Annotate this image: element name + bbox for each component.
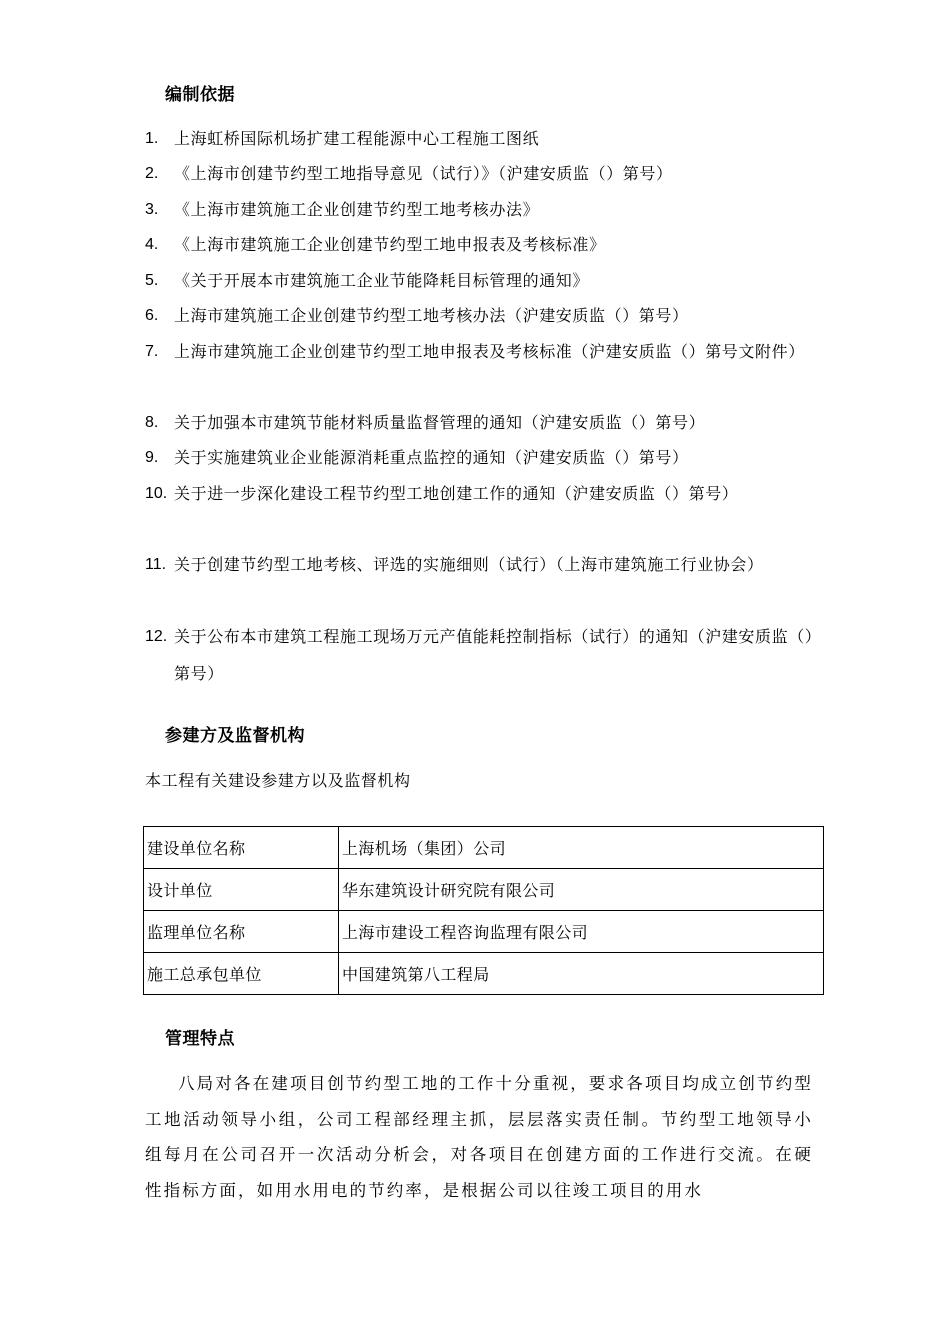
- list-item-number: 11.: [145, 556, 167, 573]
- table-row: [144, 953, 824, 995]
- list-item-text: 《关于开展本市建筑施工企业节能降耗目标管理的通知》: [174, 271, 590, 290]
- table-cell-value: 上海机场（集团）公司: [339, 827, 824, 869]
- list-item-text: 关于实施建筑业企业能源消耗重点监控的通知（沪建安质监（）第号）: [174, 448, 689, 467]
- list-item-text: 关于创建节约型工地考核、评选的实施细则（试行）（上海市建筑施工行业协会）: [174, 555, 764, 574]
- list-item-text: 关于公布本市建筑工程施工现场万元产值能耗控制指标（试行）的通知（沪建安质监（）第号）: [174, 627, 814, 683]
- table-cell-value: 上海市建设工程咨询监理有限公司: [339, 911, 824, 953]
- list-item-number: 1.: [145, 130, 159, 147]
- list-item-number: 7.: [145, 343, 159, 360]
- features-paragraph: 八局对各在建项目创节约型工地的工作十分重视，要求各项目均成立创节约型工地活动领导小组，公司工程部经理主抓，层层落实责任制。节约型工地领导小组每月在公司召开一次活动分析会，对各项目在创建方面的工作进行交流。在硬性指标方面，如用水用电的节约率，是根据公司以往竣工项目的用水: [145, 1074, 813, 1200]
- table-cell-value: 中国建筑第八工程局: [339, 953, 824, 995]
- parties-table: [143, 826, 824, 995]
- list-item-text: 《上海市建筑施工企业创建节约型工地申报表及考核标准》: [174, 235, 606, 254]
- list-item-text: 关于加强本市建筑节能材料质量监督管理的通知（沪建安质监（）第号）: [174, 413, 706, 432]
- table-cell-label: 施工总承包单位: [144, 953, 339, 995]
- list-item-text: 关于进一步深化建设工程节约型工地创建工作的通知（沪建安质监（）第号）: [174, 484, 739, 503]
- list-item-number: 10.: [145, 485, 168, 502]
- list-item-text: 上海市建筑施工企业创建节约型工地考核办法（沪建安质监（）第号）: [174, 306, 689, 325]
- list-item-text: 上海虹桥国际机场扩建工程能源中心工程施工图纸: [174, 129, 540, 148]
- basis-heading: 编制依据: [165, 85, 235, 105]
- list-item-text: 《上海市创建节约型工地指导意见（试行）》（沪建安质监（）第号）: [174, 164, 673, 183]
- parties-heading: 参建方及监督机构: [165, 726, 305, 746]
- table-row: [144, 869, 824, 911]
- list-item-number: 6.: [145, 307, 159, 324]
- list-item-number: 8.: [145, 414, 159, 431]
- list-item-number: 12.: [145, 628, 168, 645]
- list-item-number: 2.: [145, 165, 159, 182]
- table-cell-value: 华东建筑设计研究院有限公司: [339, 869, 824, 911]
- list-item-text: 上海市建筑施工企业创建节约型工地申报表及考核标准（沪建安质监（）第号文附件）: [174, 342, 805, 361]
- table-row: [144, 827, 824, 869]
- parties-intro: 本工程有关建设参建方以及监督机构: [145, 771, 411, 790]
- features-heading: 管理特点: [165, 1029, 235, 1049]
- list-item-text: 《上海市建筑施工企业创建节约型工地考核办法》: [174, 200, 540, 219]
- list-item-number: 9.: [145, 449, 159, 466]
- table-cell-label: 建设单位名称: [144, 827, 339, 869]
- table-cell-label: 监理单位名称: [144, 911, 339, 953]
- table-cell-label: 设计单位: [144, 869, 339, 911]
- list-item-number: 5.: [145, 272, 159, 289]
- list-item-number: 3.: [145, 201, 159, 218]
- table-row: [144, 911, 824, 953]
- list-item-number: 4.: [145, 236, 159, 253]
